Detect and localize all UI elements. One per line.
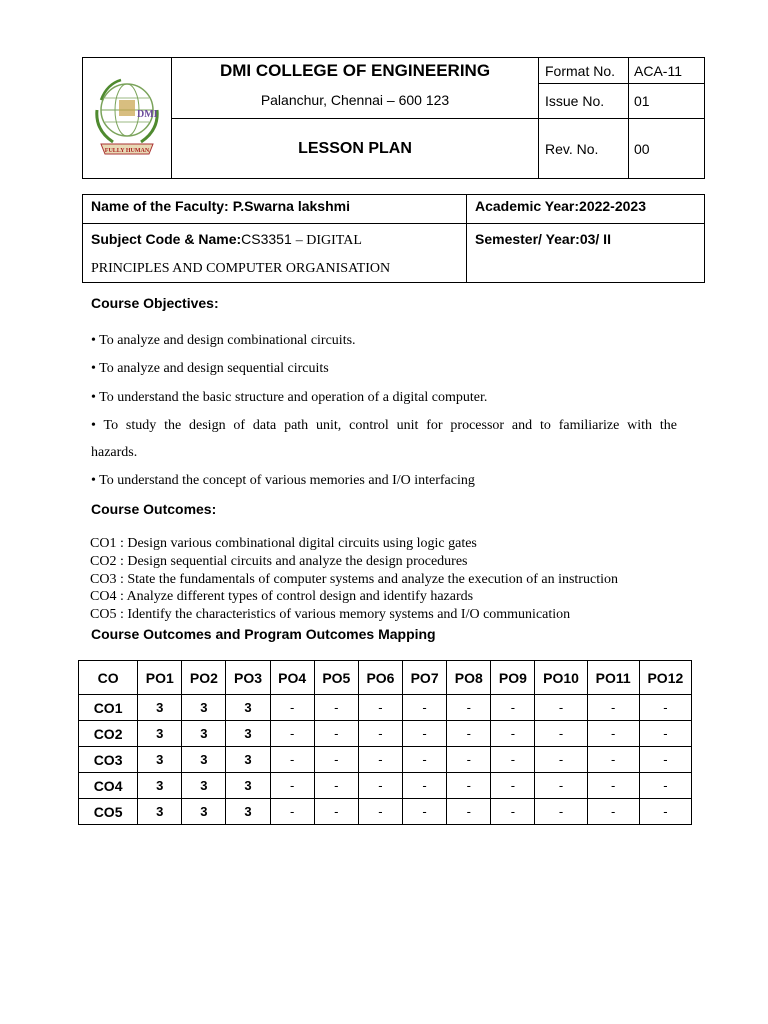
faculty-info-table [82, 194, 705, 283]
cell: 3 [182, 773, 226, 799]
cell: - [358, 747, 402, 773]
cell: - [639, 695, 691, 721]
cell: 3 [226, 721, 270, 747]
outcome-item: CO1 : Design various combinational digital circuits using logic gates [90, 536, 477, 551]
issue-value: 01 [629, 84, 705, 119]
cell: - [639, 721, 691, 747]
cell: 3 [226, 799, 270, 825]
cell: - [535, 773, 587, 799]
faculty-name-cell [83, 195, 467, 224]
faculty-name-value: P.Swarna lakshmi [232, 198, 350, 214]
cell: - [587, 747, 639, 773]
cell: - [587, 773, 639, 799]
cell: - [535, 695, 587, 721]
column-header: PO2 [182, 661, 226, 695]
cell: - [639, 747, 691, 773]
outcome-item: CO5 : Identify the characteristics of various memory systems and I/O communication [90, 607, 571, 622]
cell: - [535, 721, 587, 747]
column-header: PO12 [639, 661, 691, 695]
cell: 3 [226, 773, 270, 799]
college-cell [172, 58, 539, 119]
faculty-name-label: Name of the Faculty: [91, 198, 229, 214]
cell: - [491, 773, 535, 799]
cell: - [358, 799, 402, 825]
outcome-item: CO3 : State the fundamentals of computer systems and analyze the execution of an instruction [90, 572, 618, 587]
cell: CO4 [79, 773, 138, 799]
cell: - [403, 799, 447, 825]
cell: - [535, 799, 587, 825]
cell: - [358, 695, 402, 721]
cell: CO2 [79, 721, 138, 747]
co-po-mapping-table [78, 660, 692, 825]
cell: 3 [182, 721, 226, 747]
objective-item: • To understand the concept of various memories and I/O interfacing [91, 473, 475, 488]
cell: 3 [138, 721, 182, 747]
cell: - [447, 747, 491, 773]
college-logo-icon [87, 70, 167, 162]
table-row [79, 773, 692, 799]
table-row [79, 799, 692, 825]
logo-text: DMI [137, 108, 158, 120]
academic-year-value: 2022-2023 [579, 198, 646, 214]
cell: - [403, 747, 447, 773]
cell: - [491, 695, 535, 721]
cell: - [270, 721, 314, 747]
cell: - [535, 747, 587, 773]
cell: - [270, 773, 314, 799]
cell: - [587, 721, 639, 747]
cell: - [314, 799, 358, 825]
table-row [79, 747, 692, 773]
semester-value: 03/ II [579, 231, 611, 247]
table-header-row [79, 661, 692, 695]
objective-item: • To analyze and design sequential circuits [91, 361, 329, 376]
subject-cell [83, 224, 467, 283]
academic-year-label: Academic Year: [475, 198, 580, 214]
table-row [79, 721, 692, 747]
outcome-item: CO4 : Analyze different types of control design and identify hazards [90, 589, 474, 604]
rev-label: Rev. No. [539, 119, 629, 179]
column-header: PO8 [447, 661, 491, 695]
cell: - [447, 773, 491, 799]
cell: 3 [138, 747, 182, 773]
format-value: ACA-11 [629, 58, 705, 84]
cell: - [491, 747, 535, 773]
cell: - [447, 799, 491, 825]
cell: - [270, 695, 314, 721]
objective-item-continuation: hazards. [91, 445, 138, 460]
cell: CO5 [79, 799, 138, 825]
cell: - [639, 773, 691, 799]
cell: CO1 [79, 695, 138, 721]
cell: - [314, 695, 358, 721]
mapping-heading: Course Outcomes and Program Outcomes Mapping [91, 626, 436, 642]
semester-label: Semester/ Year: [475, 231, 580, 247]
format-label: Format No. [539, 58, 629, 84]
outcome-item: CO2 : Design sequential circuits and analyze the design procedures [90, 554, 468, 569]
cell: - [403, 695, 447, 721]
cell: - [270, 747, 314, 773]
objective-item: • To analyze and design combinational circuits. [91, 333, 356, 348]
subject-name-line2: PRINCIPLES AND COMPUTER ORGANISATION [91, 261, 391, 276]
column-header: PO1 [138, 661, 182, 695]
academic-year-cell [467, 195, 705, 224]
cell: - [270, 799, 314, 825]
cell: 3 [182, 747, 226, 773]
column-header: PO5 [314, 661, 358, 695]
college-address: Palanchur, Chennai – 600 123 [260, 92, 450, 108]
cell: 3 [226, 695, 270, 721]
cell: - [587, 695, 639, 721]
objective-item: • To study the design of data path unit, control unit for processor and to familiarize with the [91, 418, 677, 433]
cell: - [314, 721, 358, 747]
subject-label: Subject Code & Name: [91, 231, 242, 247]
cell: - [587, 799, 639, 825]
cell: - [491, 721, 535, 747]
cell: - [358, 773, 402, 799]
cell: - [447, 721, 491, 747]
column-header: PO4 [270, 661, 314, 695]
objective-item: • To understand the basic structure and operation of a digital computer. [91, 390, 488, 405]
column-header: PO9 [491, 661, 535, 695]
cell: - [314, 773, 358, 799]
cell: - [447, 695, 491, 721]
cell: 3 [138, 773, 182, 799]
cell: - [403, 721, 447, 747]
column-header: PO3 [226, 661, 270, 695]
rev-value: 00 [629, 119, 705, 179]
subject-code: CS3351 [241, 231, 292, 247]
cell: 3 [182, 695, 226, 721]
cell: 3 [182, 799, 226, 825]
column-header: CO [79, 661, 138, 695]
logo-banner: FULLY HUMAN [104, 147, 150, 154]
column-header: PO6 [358, 661, 402, 695]
logo-cell [83, 58, 172, 179]
objectives-heading: Course Objectives: [91, 295, 219, 311]
cell: - [403, 773, 447, 799]
cell: CO3 [79, 747, 138, 773]
semester-cell [467, 224, 705, 283]
cell: - [491, 799, 535, 825]
cell: 3 [226, 747, 270, 773]
cell: 3 [138, 799, 182, 825]
column-header: PO7 [403, 661, 447, 695]
cell: - [314, 747, 358, 773]
subject-name-line1: – DIGITAL [295, 233, 362, 248]
cell: - [358, 721, 402, 747]
outcomes-heading: Course Outcomes: [91, 501, 217, 517]
column-header: PO10 [535, 661, 587, 695]
column-header: PO11 [587, 661, 639, 695]
document-title: LESSON PLAN [172, 119, 539, 179]
table-row [79, 695, 692, 721]
issue-label: Issue No. [539, 84, 629, 119]
document-header [82, 57, 705, 179]
cell: 3 [138, 695, 182, 721]
cell: - [639, 799, 691, 825]
college-name: DMI COLLEGE OF ENGINEERING [219, 61, 491, 80]
